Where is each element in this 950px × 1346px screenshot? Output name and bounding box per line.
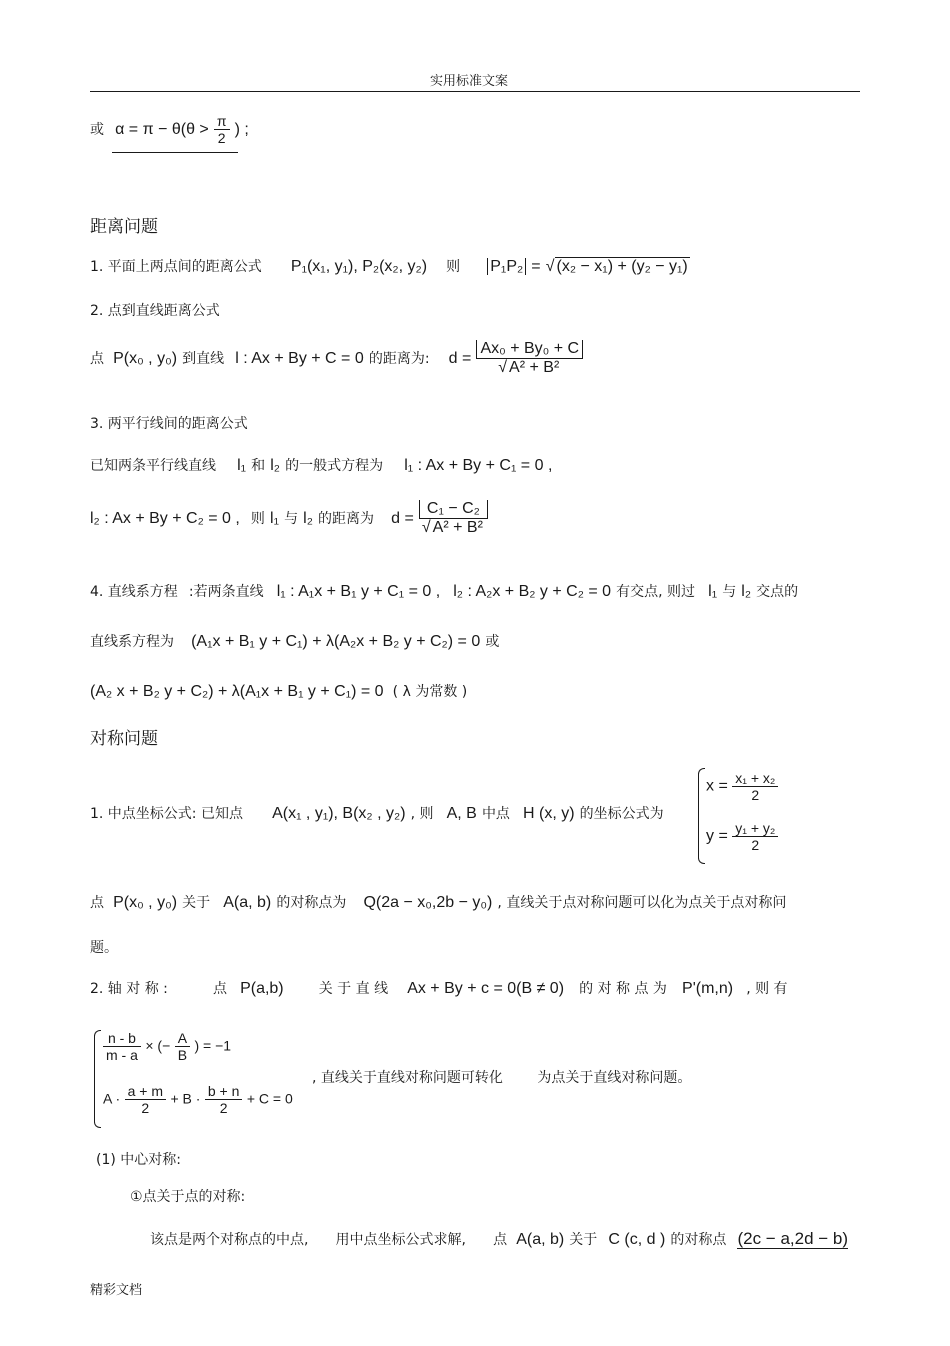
center-label: (1) 中心对称: — [96, 1152, 181, 1168]
sym2-label: 2. 轴 对 称 : — [90, 981, 168, 997]
item3-l1b: l₁ — [270, 510, 279, 527]
item1-line — [90, 256, 690, 276]
sym2-text — [312, 1067, 691, 1087]
center-sub-label: ①点关于点的对称: — [130, 1189, 246, 1205]
sym2-r2-b: + B · — [170, 1090, 201, 1107]
sym1-x-lhs: x = — [706, 777, 728, 795]
sym1-y-lhs: y = — [706, 827, 728, 845]
alpha-suffix: ) ; — [234, 121, 249, 138]
item3-and: 和 — [251, 458, 266, 474]
or-prefix: 或 — [90, 122, 104, 138]
item4-family-eq: (A₁x + B₁ y + C₁) + λ(A₂x + B₂ y + C₂) = 0 — [191, 633, 481, 650]
sym1-y-frac: $\frac{\text{y₁ + y₂}}{2}$ — [732, 820, 778, 853]
item4-family-eq2: (A₂ x + B₂ y + C₂) + λ(A₁x + B₁ y + C₁) = 0 — [90, 683, 384, 700]
sym2-pp: P'(m,n) — [682, 980, 734, 997]
item4-label: 4. 直线系方程 — [90, 584, 178, 600]
center-result: (2c − a,2d − b) — [737, 1229, 849, 1248]
item1-label: 1. 平面上两点间的距离公式 — [90, 259, 262, 275]
sym2-have: , 则 有 — [746, 981, 788, 997]
sqrt-icon: √ — [498, 359, 508, 376]
item3-label: 3. 两平行线间的距离公式 — [90, 416, 248, 432]
center-sym: 的对称点 — [670, 1232, 727, 1248]
sym1-line2 — [90, 892, 786, 912]
item4-l2: l₂ — [741, 583, 752, 600]
sym2-text1: , 直线关于直线对称问题可转化 — [312, 1070, 503, 1086]
item3-l2b: l₂ — [303, 510, 313, 527]
item4-family-text: 直线系方程为 — [90, 634, 174, 650]
section-title-symmetry: 对称问题 — [90, 729, 158, 749]
sym1-a: A(a, b) — [223, 894, 272, 911]
sym2-p: P(a,b) — [240, 980, 284, 997]
sym2-line — [90, 978, 788, 998]
sym2-r1-frac: $\frac{n - b}{m - a}$ — [103, 1030, 141, 1063]
sym2-about: 关 于 直 线 — [318, 981, 389, 997]
item4-text2: 交点的 — [756, 584, 799, 600]
header-rule — [90, 91, 860, 92]
sym2-pre: 点 — [212, 981, 227, 997]
item3-distance-text: 的距离为 — [318, 511, 375, 527]
sym2-r2-a: A · — [103, 1090, 121, 1107]
item2-point: P(x₀ , y₀) — [113, 350, 178, 367]
page-header: 实用标准文案 — [430, 74, 509, 89]
sym1-y-row — [706, 820, 778, 853]
item3-line1 — [90, 455, 552, 475]
sym2-r1-rhs: ) = −1 — [194, 1037, 232, 1054]
center-about: 关于 — [569, 1232, 598, 1248]
item3-l2: l₂ — [270, 457, 280, 474]
sym1-sym: 的对称点为 — [276, 895, 347, 911]
sqrt-icon: √ — [421, 519, 431, 536]
alpha-line — [90, 113, 249, 146]
center-text1: 该点是两个对称点的中点, — [150, 1232, 309, 1248]
item4-text: 有交点, 则过 — [616, 584, 696, 600]
item3-then: 则 — [250, 511, 265, 527]
sym1-mid: 中点 — [481, 806, 510, 822]
item4-note: ( λ 为常数 ) — [392, 684, 468, 700]
item4-l2eq: l₂ : A₂x + B₂ y + C₂ = 0 — [453, 583, 612, 600]
center-pre: 点 — [493, 1232, 508, 1248]
sym2-r2-rhs: + C = 0 — [246, 1090, 293, 1107]
item4-colon: :若两条直线 — [188, 584, 264, 600]
item2-line — [90, 340, 583, 377]
item4-line1 — [90, 581, 798, 601]
item1-then: 则 — [446, 259, 461, 275]
sym1-pre: 点 — [90, 895, 104, 911]
sym2-line-eq: Ax + By + c = 0(B ≠ 0) — [407, 980, 565, 997]
sym2-row1 — [103, 1030, 231, 1063]
sym2-r1-mid: × (− — [145, 1037, 171, 1054]
center-line — [150, 1229, 848, 1249]
item3-eq2: l₂ : Ax + By + C₂ = 0 , — [90, 510, 240, 527]
sym2-sym: 的 对 称 点 为 — [579, 981, 667, 997]
sym2-brace — [94, 1030, 101, 1128]
page-footer: 精彩文档 — [90, 1283, 143, 1298]
sym1-h: H (x, y) — [523, 805, 575, 822]
sym1-q: Q(2a − x₀,2b − y₀) — [363, 894, 493, 911]
section-title-distance: 距离问题 — [90, 217, 158, 237]
item2-pre: 点 — [90, 351, 104, 367]
sym1-label: 1. 中点坐标公式: 已知点 — [90, 806, 243, 822]
item3-text1: 已知两条平行线直线 — [90, 458, 216, 474]
center-c: C (c, d ) — [608, 1231, 666, 1248]
sym1-points: A(x₁ , y₁), B(x₂ , y₂) — [272, 805, 406, 822]
item1-rhs: (x₂ − x₁) + (y₂ − y₁) — [556, 258, 688, 275]
item1-eq: = — [531, 258, 541, 275]
item2-fraction: $\frac{\text{Ax₀ + By₀ + C}}{\text{√ A² + B²}}$ — [476, 340, 583, 377]
sym1-p: P(x₀ , y₀) — [113, 894, 178, 911]
item3-line2 — [90, 500, 488, 537]
alpha-underline — [112, 152, 238, 153]
item2-mid: 到直线 — [182, 351, 225, 367]
sym1-ab: A, B — [446, 805, 477, 822]
item2-line-eq: l : Ax + By + C = 0 — [235, 350, 364, 367]
item4-line2 — [90, 631, 499, 651]
sqrt-icon: √ — [545, 258, 555, 275]
item4-with: 与 — [722, 584, 737, 600]
item3-l1: l₁ — [237, 457, 247, 474]
sym1-line3: 题。 — [90, 940, 118, 956]
sym1-then: , 则 — [410, 806, 434, 822]
item4-l1eq: l₁ : A₁x + B₁ y + C₁ = 0 , — [276, 583, 441, 600]
sym2-r2-frac1: $\frac{a + m}{2}$ — [125, 1083, 166, 1116]
item4-or: 或 — [485, 634, 500, 650]
item2-d: d = — [448, 350, 472, 367]
sym1-line — [90, 803, 664, 823]
sym1-text: 的坐标公式为 — [579, 806, 664, 822]
item1-lhs: P₁P₂ — [487, 258, 526, 275]
center-text2: 用中点坐标公式求解, — [335, 1232, 466, 1248]
center-a: A(a, b) — [516, 1231, 565, 1248]
sym1-brace — [698, 768, 705, 864]
sym1-x-row — [706, 770, 778, 803]
sym2-r1-ab-frac: $\frac{A}{B}$ — [175, 1030, 190, 1063]
item3-eq1: l₁ : Ax + By + C₁ = 0 , — [404, 457, 553, 474]
sym2-r2-frac2: $\frac{b + n}{2}$ — [205, 1083, 243, 1116]
sym1-text2: , 直线关于点对称问题可以化为点关于点对称问 — [497, 895, 787, 911]
sym1-about: 关于 — [182, 895, 211, 911]
alpha-formula: α = π − θ(θ > — [115, 121, 209, 138]
sym1-x-frac: $\frac{\text{x₁ + x₂}}{2}$ — [732, 770, 778, 803]
item3-text2: 的一般式方程为 — [285, 458, 384, 474]
item4-l1: l₁ — [708, 583, 718, 600]
item1-points: P₁(x₁, y₁), P₂(x₂, y₂) — [290, 258, 428, 275]
pi-over-2: $\frac{\pi}{2}$ — [214, 113, 230, 146]
item2-post: 的距离为: — [368, 351, 430, 367]
item3-with: 与 — [284, 511, 299, 527]
sym2-text2: 为点关于直线对称问题。 — [537, 1070, 692, 1086]
item3-fraction: $\frac{\text{C₁ − C₂}}{\text{√ A² + B²}}$ — [419, 500, 488, 537]
item4-line3 — [90, 681, 467, 701]
item2-label: 2. 点到直线距离公式 — [90, 303, 220, 319]
sym2-row2 — [103, 1083, 293, 1116]
item3-d: d = — [391, 510, 414, 527]
